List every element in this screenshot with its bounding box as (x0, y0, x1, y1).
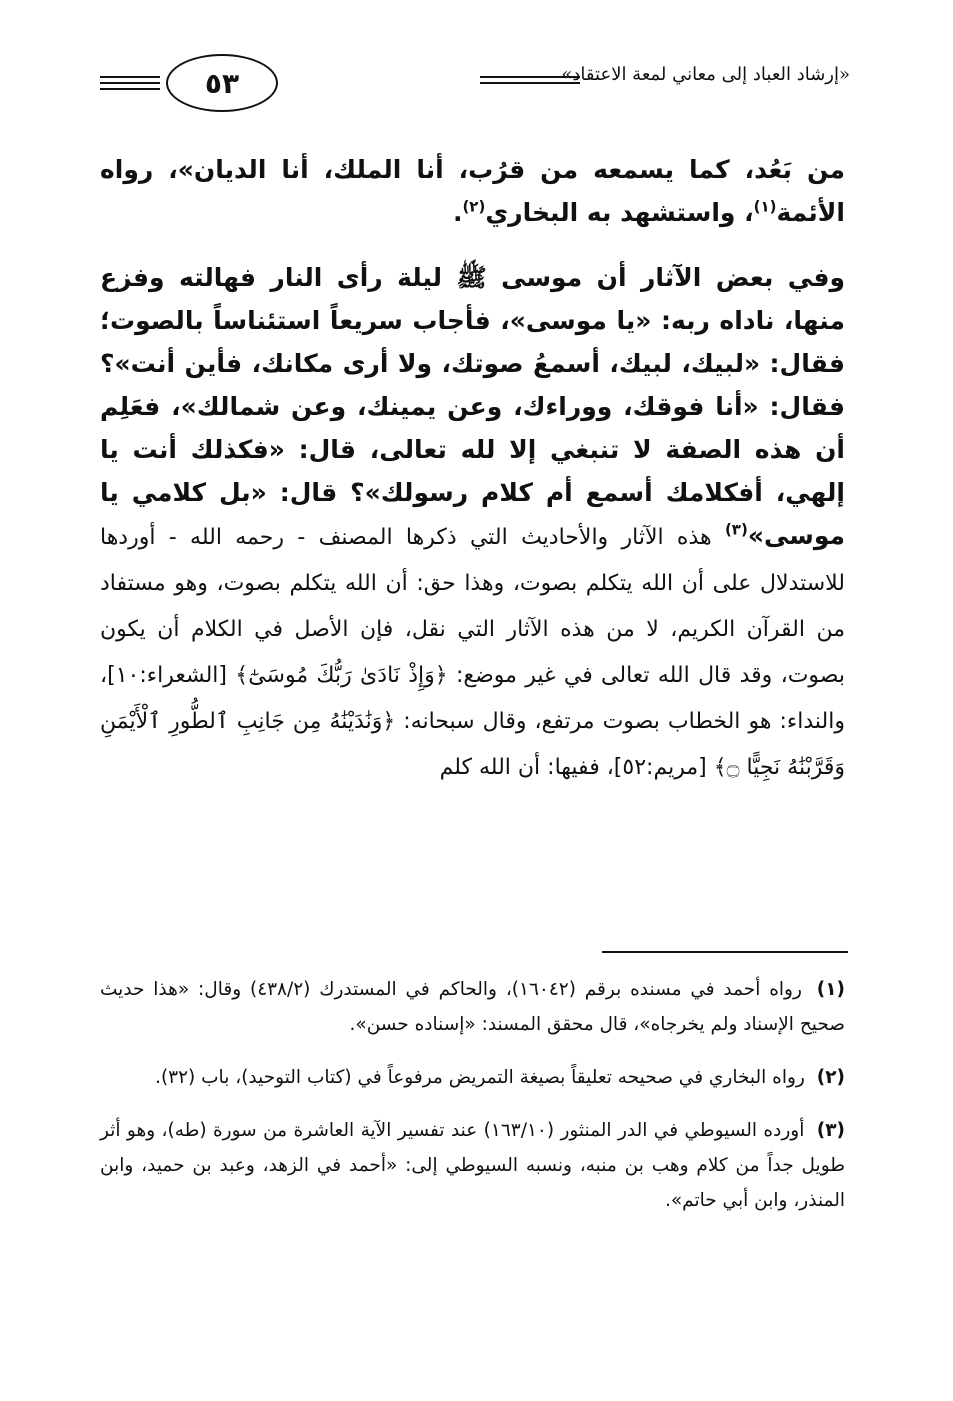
page-number: ٥٣ (204, 66, 240, 100)
footnotes (100, 972, 845, 1236)
main-text (100, 148, 845, 790)
paragraph-2 (100, 256, 845, 790)
paragraph-2-text: وفي بعض الآثار أن موسى ﷺ ليلة رأى النار فهالته وفزع منها، ناداه ربه: «يا موسى»، فأجاب سريعاً استئناساً بالصوت؛ فقال: «لبيك، لبيك، أسمعُ صوتك، ولا أرى مكانك، فأين أنت»؟ فقال: «أنا فوقك، ووراءك، وعن يمينك، وعن شمالك»، فعَلِم أن هذه الصفة لا تنبغي إلا لله تعالى، قال: «فكذلك أنت يا إلهي، أفكلامك أسمع أم كلام رسولك»؟ قال: «بل كلامي يا موسى» (100, 263, 845, 550)
commentary-text: هذه الآثار والأحاديث التي ذكرها المصنف - رحمه الله - أوردها للاستدلال على أن الله يتكلم بصوت، وهذا حق: أن الله يتكلم بصوت، وهو مستفاد من القرآن الكريم، لا من هذه الآثار التي نقل، فإن الأصل في الكلام أن يكون بصوت، وقد قال الله تعالى في غير موضع: ﴿وَإِذْ نَادَىٰ رَبُّكَ مُوسَىٰٓ﴾ [الشعراء:١٠]، والنداء: هو الخطاب بصوت مرتفع، وقال سبحانه: ﴿وَنَٰدَيْنَٰهُ مِن جَانِبِ ٱلطُّورِ ٱلْأَيْمَنِ وَقَرَّبْنَٰهُ نَجِيًّا ۝﴾ [مريم:٥٢]، ففيها: أن الله كلم (100, 525, 845, 780)
header-rule (100, 76, 160, 78)
footnote-text: رواه البخاري في صحيحه تعليقاً بصيغة التمريض مرفوعاً في (كتاب التوحيد)، باب (٣٢). (155, 1067, 805, 1088)
footnote-number: (١) (816, 979, 845, 1000)
running-title: «إرشاد العباد إلى معاني لمعة الاعتقاد» (561, 64, 850, 85)
paragraph-1-end: . (452, 198, 463, 227)
footnote-ref-2[interactable]: (٢) (462, 197, 486, 216)
header-rule (100, 82, 160, 84)
footnote-1 (100, 972, 845, 1042)
footnote-text: رواه أحمد في مسنده برقم (١٦٠٤٢)، والحاكم في المستدرك (٤٣٨/٢) وقال: «هذا حديث صحيح الإسناد ولم يخرجاه»، قال محقق المسند: «إسناده حسن». (100, 979, 845, 1035)
paragraph-1 (100, 148, 845, 234)
page-header (100, 52, 850, 122)
footnote-separator (602, 951, 848, 953)
paragraph-1-middle: ، واستشهد به البخاري (485, 198, 754, 227)
paragraph-1-text: من بَعُد، كما يسمعه من قرُب، أنا الملك، أنا الديان»، رواه الأئمة (100, 155, 845, 227)
footnote-2 (100, 1060, 845, 1095)
footnote-ref-1[interactable]: (١) (753, 197, 777, 216)
footnote-text: أورده السيوطي في الدر المنثور (١٦٣/١٠) عند تفسير الآية العاشرة من سورة (طه)، وهو أثر طويل جداً من كلام وهب بن منبه، ونسبه السيوطي إلى: «أحمد في الزهد، وعبد بن حميد، وابن المنذر، وابن أبي حاتم». (100, 1120, 845, 1211)
header-rule (100, 88, 160, 90)
page-number-badge (166, 54, 278, 112)
footnote-number: (٢) (816, 1067, 845, 1088)
footnote-3 (100, 1113, 845, 1218)
footnote-ref-3[interactable]: (٣) (724, 520, 748, 539)
footnote-number: (٣) (816, 1120, 845, 1141)
